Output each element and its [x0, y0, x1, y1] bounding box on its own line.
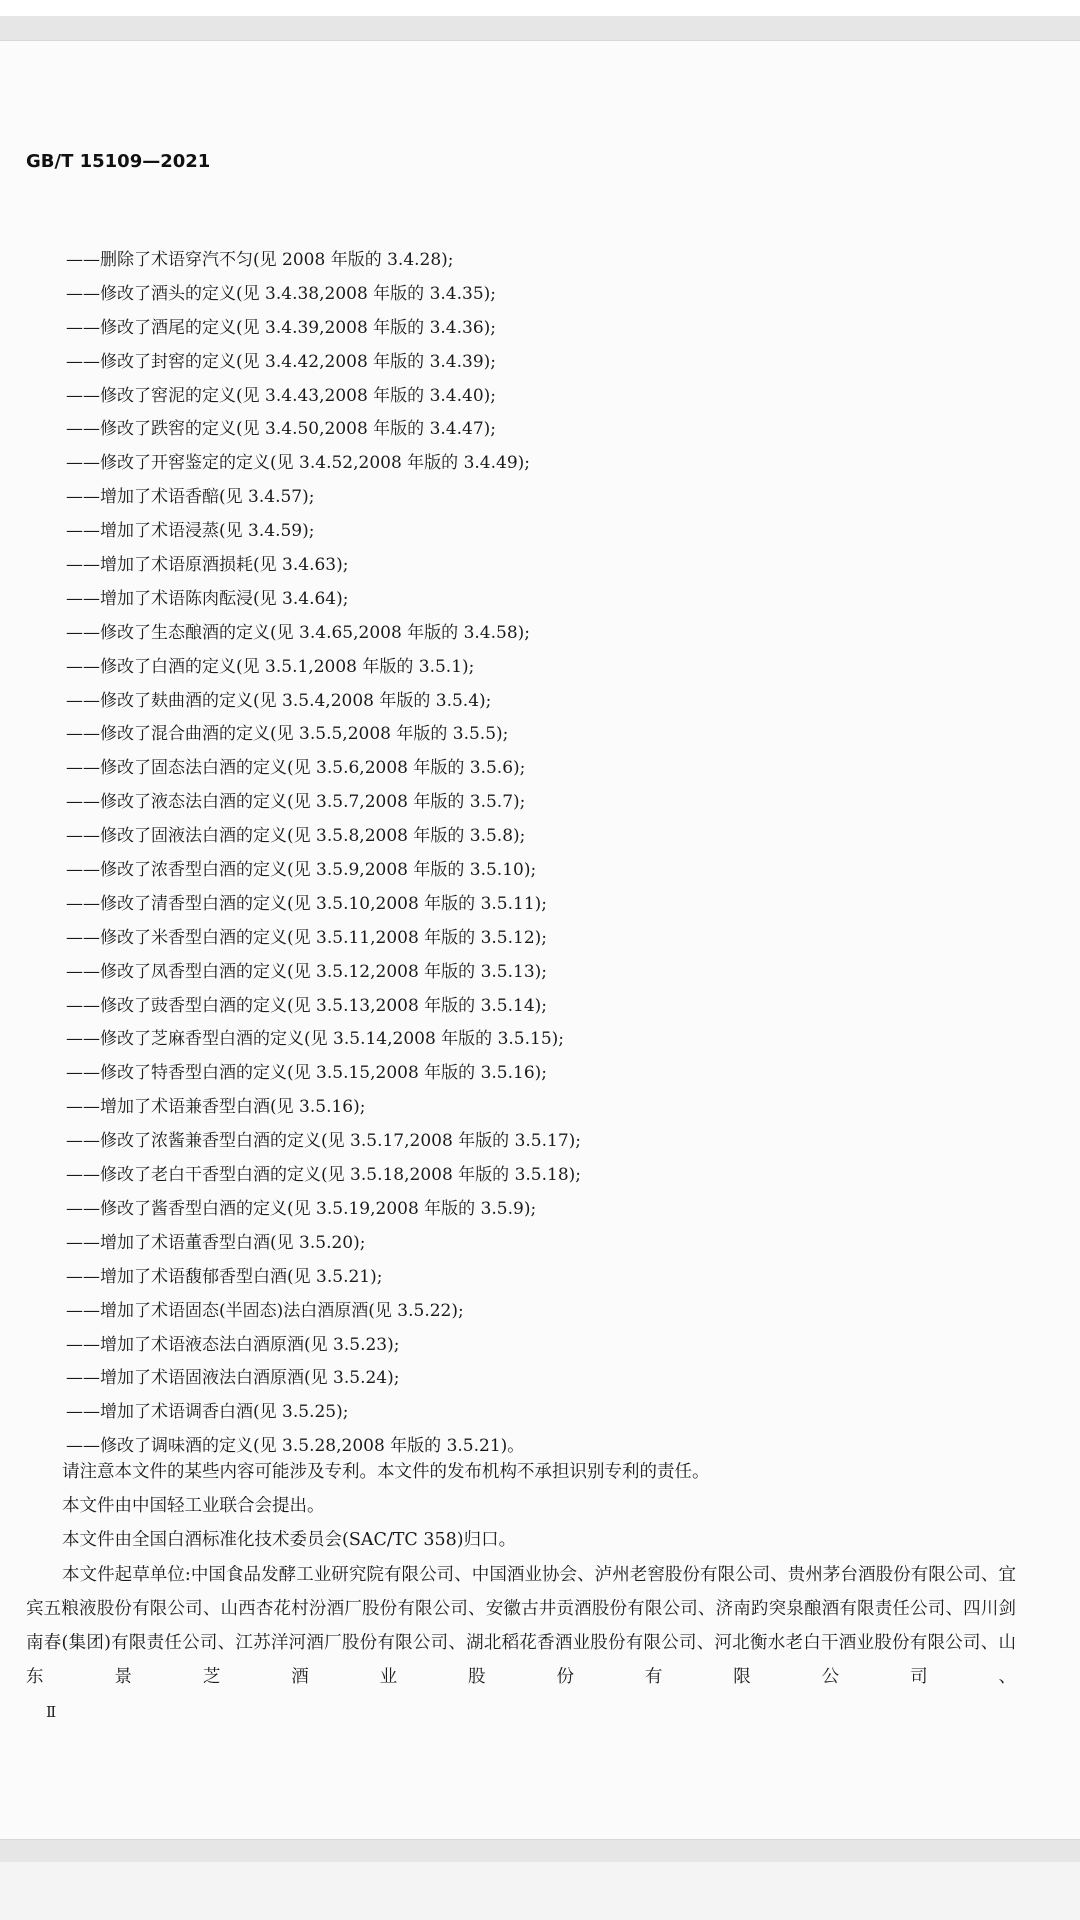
change-item: ——修改了固态法白酒的定义(见 3.5.6,2008 年版的 3.5.6);	[66, 758, 526, 779]
change-item: ——修改了老白干香型白酒的定义(见 3.5.18,2008 年版的 3.5.18);	[66, 1165, 582, 1186]
change-item: ——增加了术语董香型白酒(见 3.5.20);	[66, 1232, 366, 1253]
change-item: ——增加了术语固液法白酒原酒(见 3.5.24);	[66, 1368, 400, 1389]
change-item: ——修改了浓酱兼香型白酒的定义(见 3.5.17,2008 年版的 3.5.17);	[66, 1131, 582, 1152]
change-item: ——修改了凤香型白酒的定义(见 3.5.12,2008 年版的 3.5.13);	[66, 961, 548, 982]
change-item: ——增加了术语馥郁香型白酒(见 3.5.21);	[66, 1266, 383, 1287]
viewer-bottom-band	[0, 1862, 1080, 1920]
change-item: ——修改了豉香型白酒的定义(见 3.5.13,2008 年版的 3.5.14);	[66, 995, 548, 1016]
statement-block	[62, 1456, 1022, 1558]
change-item: ——修改了麸曲酒的定义(见 3.5.4,2008 年版的 3.5.4);	[66, 690, 492, 711]
change-item: ——修改了白酒的定义(见 3.5.1,2008 年版的 3.5.1);	[66, 656, 475, 677]
change-item: ——修改了酱香型白酒的定义(见 3.5.19,2008 年版的 3.5.9);	[66, 1198, 537, 1219]
patent-statement: 请注意本文件的某些内容可能涉及专利。本文件的发布机构不承担识别专利的责任。	[62, 1462, 710, 1482]
change-item: ——增加了术语调香白酒(见 3.5.25);	[66, 1402, 349, 1423]
drafting-units-paragraph: 本文件起草单位:中国食品发酵工业研究院有限公司、中国酒业协会、泸州老窖股份有限公司、贵州茅台酒股份有限公司、宜宾五粮液股份有限公司、山西杏花村汾酒厂股份有限公司、安徽古井贡酒股份有限公司、济南趵突泉酿酒有限责任公司、四川剑南春(集团)有限责任公司、江苏洋河酒厂股份有限公司、湖北稻花香酒业股份有限公司、河北衡水老白干酒业股份有限公司、山东景芝酒业股份有限公司、	[26, 1565, 1016, 1687]
proposer-statement: 本文件由中国轻工业联合会提出。	[62, 1495, 325, 1516]
viewer-top-band	[0, 0, 1080, 16]
change-item: ——修改了封窖的定义(见 3.4.42,2008 年版的 3.4.39);	[66, 351, 497, 372]
change-item: ——修改了特香型白酒的定义(见 3.5.15,2008 年版的 3.5.16);	[66, 1063, 548, 1084]
page-number: Ⅱ	[46, 1703, 57, 1721]
change-item: ——修改了液态法白酒的定义(见 3.5.7,2008 年版的 3.5.7);	[66, 792, 526, 813]
change-item: ——增加了术语液态法白酒原酒(见 3.5.23);	[66, 1334, 400, 1355]
change-list	[66, 244, 1046, 1464]
change-item: ——修改了生态酿酒的定义(见 3.4.65,2008 年版的 3.4.58);	[66, 622, 531, 643]
centralized-statement: 本文件由全国白酒标准化技术委员会(SAC/TC 358)归口。	[62, 1529, 517, 1550]
document-code: GB/T 15109—2021	[26, 151, 211, 172]
change-item: ——增加了术语原酒损耗(见 3.4.63);	[66, 555, 349, 576]
change-item: ——修改了酒尾的定义(见 3.4.39,2008 年版的 3.4.36);	[66, 317, 497, 338]
change-item: ——删除了术语穿汽不匀(见 2008 年版的 3.4.28);	[66, 250, 454, 270]
change-item: ——修改了跌窖的定义(见 3.4.50,2008 年版的 3.4.47);	[66, 419, 497, 440]
change-item: ——增加了术语香醅(见 3.4.57);	[66, 487, 315, 508]
change-item: ——增加了术语兼香型白酒(见 3.5.16);	[66, 1097, 366, 1118]
change-item: ——修改了调味酒的定义(见 3.5.28,2008 年版的 3.5.21)。	[66, 1436, 525, 1457]
change-item: ——修改了浓香型白酒的定义(见 3.5.9,2008 年版的 3.5.10);	[66, 860, 537, 881]
change-item: ——修改了窖泥的定义(见 3.4.43,2008 年版的 3.4.40);	[66, 385, 497, 406]
change-item: ——增加了术语陈肉酝浸(见 3.4.64);	[66, 588, 349, 609]
change-item: ——修改了酒头的定义(见 3.4.38,2008 年版的 3.4.35);	[66, 283, 497, 304]
change-item: ——修改了芝麻香型白酒的定义(见 3.5.14,2008 年版的 3.5.15);	[66, 1029, 565, 1050]
change-item: ——修改了固液法白酒的定义(见 3.5.8,2008 年版的 3.5.8);	[66, 826, 526, 847]
change-item: ——修改了混合曲酒的定义(见 3.5.5,2008 年版的 3.5.5);	[66, 724, 509, 745]
change-item: ——修改了清香型白酒的定义(见 3.5.10,2008 年版的 3.5.11);	[66, 893, 548, 914]
change-item: ——修改了开窖鉴定的定义(见 3.4.52,2008 年版的 3.4.49);	[66, 453, 531, 474]
change-item: ——修改了米香型白酒的定义(见 3.5.11,2008 年版的 3.5.12);	[66, 927, 548, 948]
change-item: ——增加了术语浸蒸(见 3.4.59);	[66, 521, 315, 542]
change-item: ——增加了术语固态(半固态)法白酒原酒(见 3.5.22);	[66, 1300, 464, 1321]
